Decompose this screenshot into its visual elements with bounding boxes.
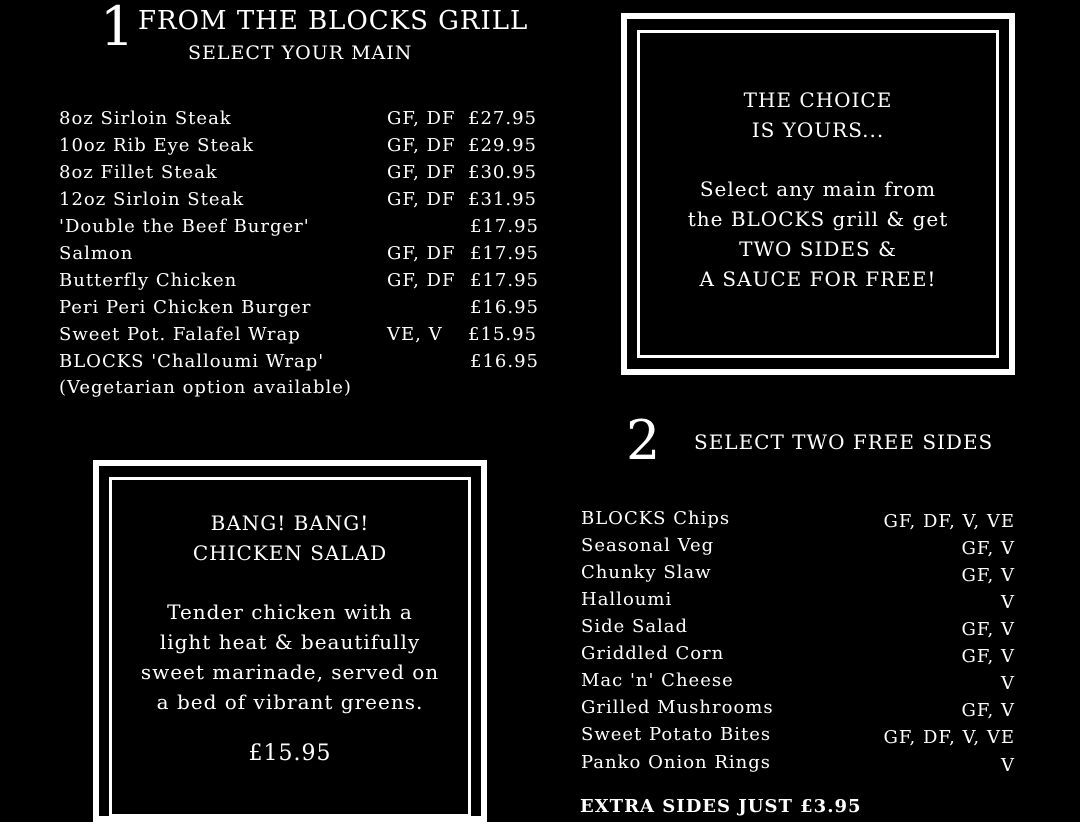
list-item	[59, 106, 549, 132]
list-item	[581, 533, 1015, 559]
item-name: 10oz Rib Eye Steak	[59, 135, 255, 156]
choice-body-line-4: A SAUCE FOR FREE!	[699, 267, 937, 291]
item-name: Salmon	[59, 243, 134, 264]
list-item	[59, 241, 549, 267]
choice-body-line-1: Select any main from	[699, 177, 937, 201]
item-name: BLOCKS 'Challoumi Wrap'	[59, 351, 325, 372]
section-2-title: SELECT TWO FREE SIDES	[694, 430, 994, 454]
item-price: £30.95	[468, 162, 537, 183]
choice-box-text	[640, 85, 996, 294]
list-item	[59, 295, 549, 321]
list-item	[581, 668, 1015, 694]
side-tags: V	[1001, 673, 1015, 694]
list-item	[581, 614, 1015, 640]
item-tags: VE, V	[387, 324, 443, 345]
side-tags: GF, V	[961, 700, 1015, 721]
item-tags: GF, DF	[387, 135, 456, 156]
side-name: Griddled Corn	[581, 643, 725, 664]
extra-sides-text: EXTRA SIDES JUST £3.95	[580, 796, 862, 817]
item-name: Peri Peri Chicken Burger	[59, 297, 312, 318]
salad-body-line-4: a bed of vibrant greens.	[156, 690, 424, 714]
item-name: Butterfly Chicken	[59, 270, 238, 291]
item-price: £31.95	[468, 189, 537, 210]
side-tags: GF, V	[961, 538, 1015, 559]
vegetarian-note: (Vegetarian option available)	[59, 377, 352, 398]
side-tags: GF, V	[961, 619, 1015, 640]
list-item	[581, 506, 1015, 532]
side-name: Panko Onion Rings	[581, 752, 772, 773]
side-name: Side Salad	[581, 616, 689, 637]
list-item	[59, 187, 549, 213]
side-tags: GF, DF, V, VE	[883, 727, 1015, 748]
item-name: 8oz Fillet Steak	[59, 162, 218, 183]
item-price: £17.95	[470, 216, 539, 237]
side-tags: GF, V	[961, 646, 1015, 667]
list-item	[59, 268, 549, 294]
side-tags: V	[1001, 755, 1015, 776]
item-price: £16.95	[470, 351, 539, 372]
list-item	[59, 322, 549, 348]
salad-body-line-3: sweet marinade, served on	[140, 660, 440, 684]
item-price: £15.95	[468, 324, 537, 345]
list-item	[59, 349, 549, 375]
item-name: 'Double the Beef Burger'	[59, 216, 310, 237]
section-1-title: FROM THE BLOCKS GRILL	[138, 6, 529, 36]
side-name: Sweet Potato Bites	[581, 724, 772, 745]
item-tags: GF, DF	[387, 270, 456, 291]
section-2-number: 2	[626, 409, 662, 472]
choice-body-line-3: TWO SIDES &	[739, 237, 897, 261]
salad-price: £15.95	[248, 741, 332, 766]
choice-heading-line-1: THE CHOICE	[743, 88, 893, 112]
item-name: Sweet Pot. Falafel Wrap	[59, 324, 301, 345]
item-name: 12oz Sirloin Steak	[59, 189, 245, 210]
item-price: £17.95	[470, 270, 539, 291]
item-price: £17.95	[470, 243, 539, 264]
item-name: 8oz Sirloin Steak	[59, 108, 232, 129]
item-price: £16.95	[470, 297, 539, 318]
item-tags: GF, DF	[387, 108, 456, 129]
side-name: Grilled Mushrooms	[581, 697, 774, 718]
side-name: BLOCKS Chips	[581, 508, 731, 529]
choice-heading-line-2: IS YOURS...	[751, 118, 885, 142]
section-1-number: 1	[100, 0, 136, 58]
salad-body-line-2: light heat & beautifully	[159, 630, 421, 654]
list-item	[581, 587, 1015, 613]
list-item	[581, 722, 1015, 748]
list-item	[59, 160, 549, 186]
side-name: Mac 'n' Cheese	[581, 670, 734, 691]
extra-sides-label	[580, 796, 862, 817]
list-item	[59, 214, 549, 240]
side-tags: V	[1001, 592, 1015, 613]
item-price: £29.95	[468, 135, 537, 156]
list-item	[581, 641, 1015, 667]
salad-body-line-1: Tender chicken with a	[167, 600, 413, 624]
item-price: £27.95	[468, 108, 537, 129]
salad-box-text	[112, 508, 468, 769]
item-tags: GF, DF	[387, 243, 456, 264]
choice-body-line-2: the BLOCKS grill & get	[687, 207, 949, 231]
list-item	[581, 560, 1015, 586]
side-name: Seasonal Veg	[581, 535, 715, 556]
salad-heading-line-2: CHICKEN SALAD	[192, 541, 388, 565]
list-item	[59, 133, 549, 159]
section-1-subtitle: SELECT YOUR MAIN	[188, 42, 413, 64]
side-tags: GF, V	[961, 565, 1015, 586]
item-tags: GF, DF	[387, 189, 456, 210]
salad-heading-line-1: BANG! BANG!	[210, 511, 370, 535]
side-name: Chunky Slaw	[581, 562, 712, 583]
side-name: Halloumi	[581, 589, 673, 610]
list-item	[581, 695, 1015, 721]
list-item	[581, 750, 1015, 776]
side-tags: GF, DF, V, VE	[883, 511, 1015, 532]
item-tags: GF, DF	[387, 162, 456, 183]
